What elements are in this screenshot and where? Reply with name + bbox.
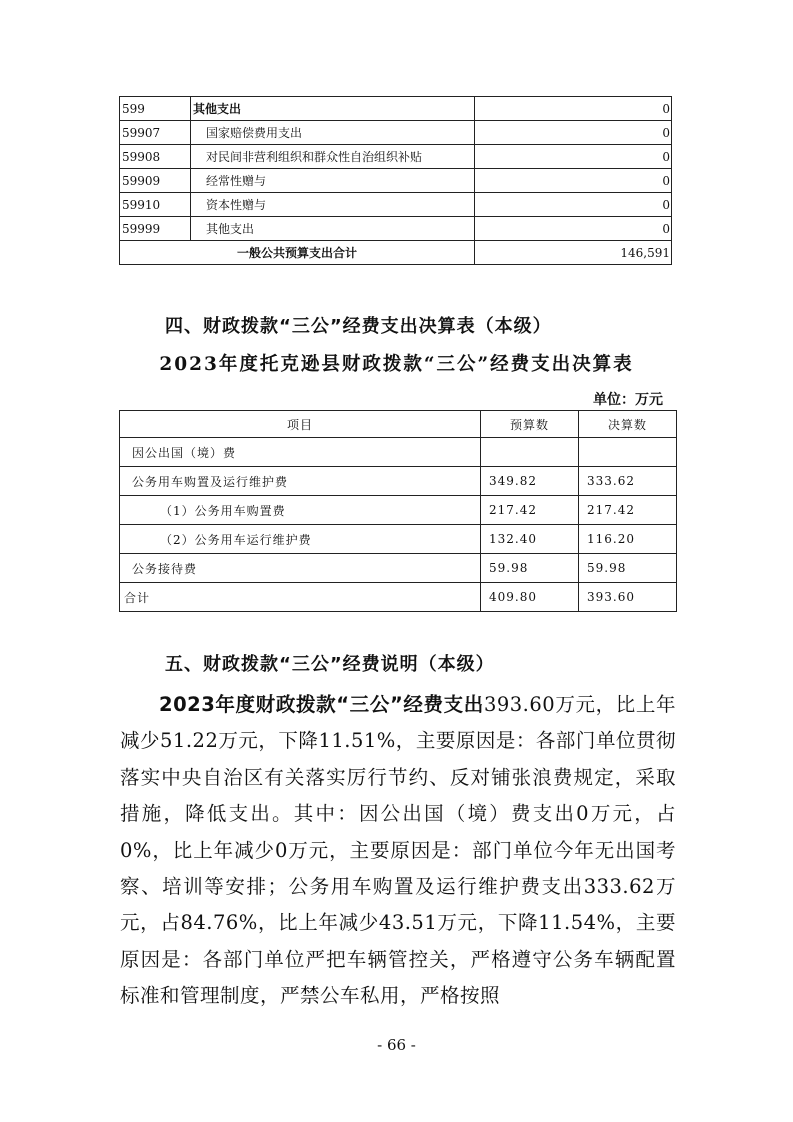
row-item: 合计 xyxy=(120,583,481,612)
row-name: 其他支出 xyxy=(191,97,475,121)
section4-heading: 四、财政拨款“三公”经费支出决算表（本级） xyxy=(165,316,552,337)
row-code: 59909 xyxy=(120,169,191,193)
row-code: 599 xyxy=(120,97,191,121)
table-row xyxy=(120,217,672,241)
row-value: 0 xyxy=(475,121,672,145)
row-item: 因公出国（境）费 xyxy=(120,438,481,467)
table-row xyxy=(120,554,677,583)
table-title: 2023年度托克逊县财政拨款“三公”经费支出决算表 xyxy=(159,354,634,375)
page-number: - 66 - xyxy=(377,1036,416,1054)
row-budget: 217.42 xyxy=(481,496,579,525)
row-name: 对民间非营利组织和群众性自治组织补贴 xyxy=(191,145,475,169)
sangong-table xyxy=(119,410,677,612)
table-row xyxy=(120,438,677,467)
table-row xyxy=(120,193,672,217)
header-row xyxy=(120,411,677,438)
row-value: 0 xyxy=(475,97,672,121)
row-value: 0 xyxy=(475,169,672,193)
row-item: 公务接待费 xyxy=(120,554,481,583)
row-item: （2）公务用车运行维护费 xyxy=(120,525,481,554)
row-code: 59910 xyxy=(120,193,191,217)
table-row xyxy=(120,97,672,121)
total-row xyxy=(120,241,672,265)
row-name: 国家赔偿费用支出 xyxy=(191,121,475,145)
row-budget: 132.40 xyxy=(481,525,579,554)
row-item: （1）公务用车购置费 xyxy=(120,496,481,525)
row-budget: 349.82 xyxy=(481,467,579,496)
row-final: 116.20 xyxy=(579,525,677,554)
row-final xyxy=(579,438,677,467)
row-budget: 409.80 xyxy=(481,583,579,612)
row-final: 59.98 xyxy=(579,554,677,583)
table-row xyxy=(120,583,677,612)
row-code: 59999 xyxy=(120,217,191,241)
row-final: 217.42 xyxy=(579,496,677,525)
row-name: 其他支出 xyxy=(191,217,475,241)
table-row xyxy=(120,525,677,554)
header-final: 决算数 xyxy=(579,411,677,438)
row-value: 0 xyxy=(475,217,672,241)
row-value: 0 xyxy=(475,193,672,217)
table-row xyxy=(120,169,672,193)
total-value: 146,591 xyxy=(475,241,672,265)
unit-label: 单位：万元 xyxy=(593,392,663,408)
paragraph-body: 393.60万元，比上年减少51.22万元，下降11.51%，主要原因是：各部门单位贯彻落实中央自治区有关落实厉行节约、反对铺张浪费规定，采取措施，降低支出。其中：因公出国（境）费支出0万元，占0%，比上年减少0万元，主要原因是：部门单位今年无出国考察、培训等安排；公务用车购置及运行维护费支出333.62万元，占84.76%，比上年减少43.51万元，下降11.54%，主要原因是：各部门单位严把车辆管控关，严格遵守公务车辆配置标准和管理制度，严禁公车私用，严格按照 xyxy=(120,693,677,1008)
table-row xyxy=(120,467,677,496)
total-label: 一般公共预算支出合计 xyxy=(120,241,475,265)
paragraph-lead: 2023年度财政拨款“三公”经费支出 xyxy=(159,693,484,716)
header-budget: 预算数 xyxy=(481,411,579,438)
table-row xyxy=(120,121,672,145)
row-final: 393.60 xyxy=(579,583,677,612)
row-budget xyxy=(481,438,579,467)
row-code: 59908 xyxy=(120,145,191,169)
table-row xyxy=(120,145,672,169)
explanation-paragraph xyxy=(120,687,676,1015)
section5-heading: 五、财政拨款“三公”经费说明（本级） xyxy=(165,654,495,675)
row-name: 经常性赠与 xyxy=(191,169,475,193)
row-final: 333.62 xyxy=(579,467,677,496)
row-name: 资本性赠与 xyxy=(191,193,475,217)
expense-table xyxy=(119,96,672,265)
row-budget: 59.98 xyxy=(481,554,579,583)
row-value: 0 xyxy=(475,145,672,169)
table-row xyxy=(120,496,677,525)
row-code: 59907 xyxy=(120,121,191,145)
row-item: 公务用车购置及运行维护费 xyxy=(120,467,481,496)
header-item: 项目 xyxy=(120,411,481,438)
